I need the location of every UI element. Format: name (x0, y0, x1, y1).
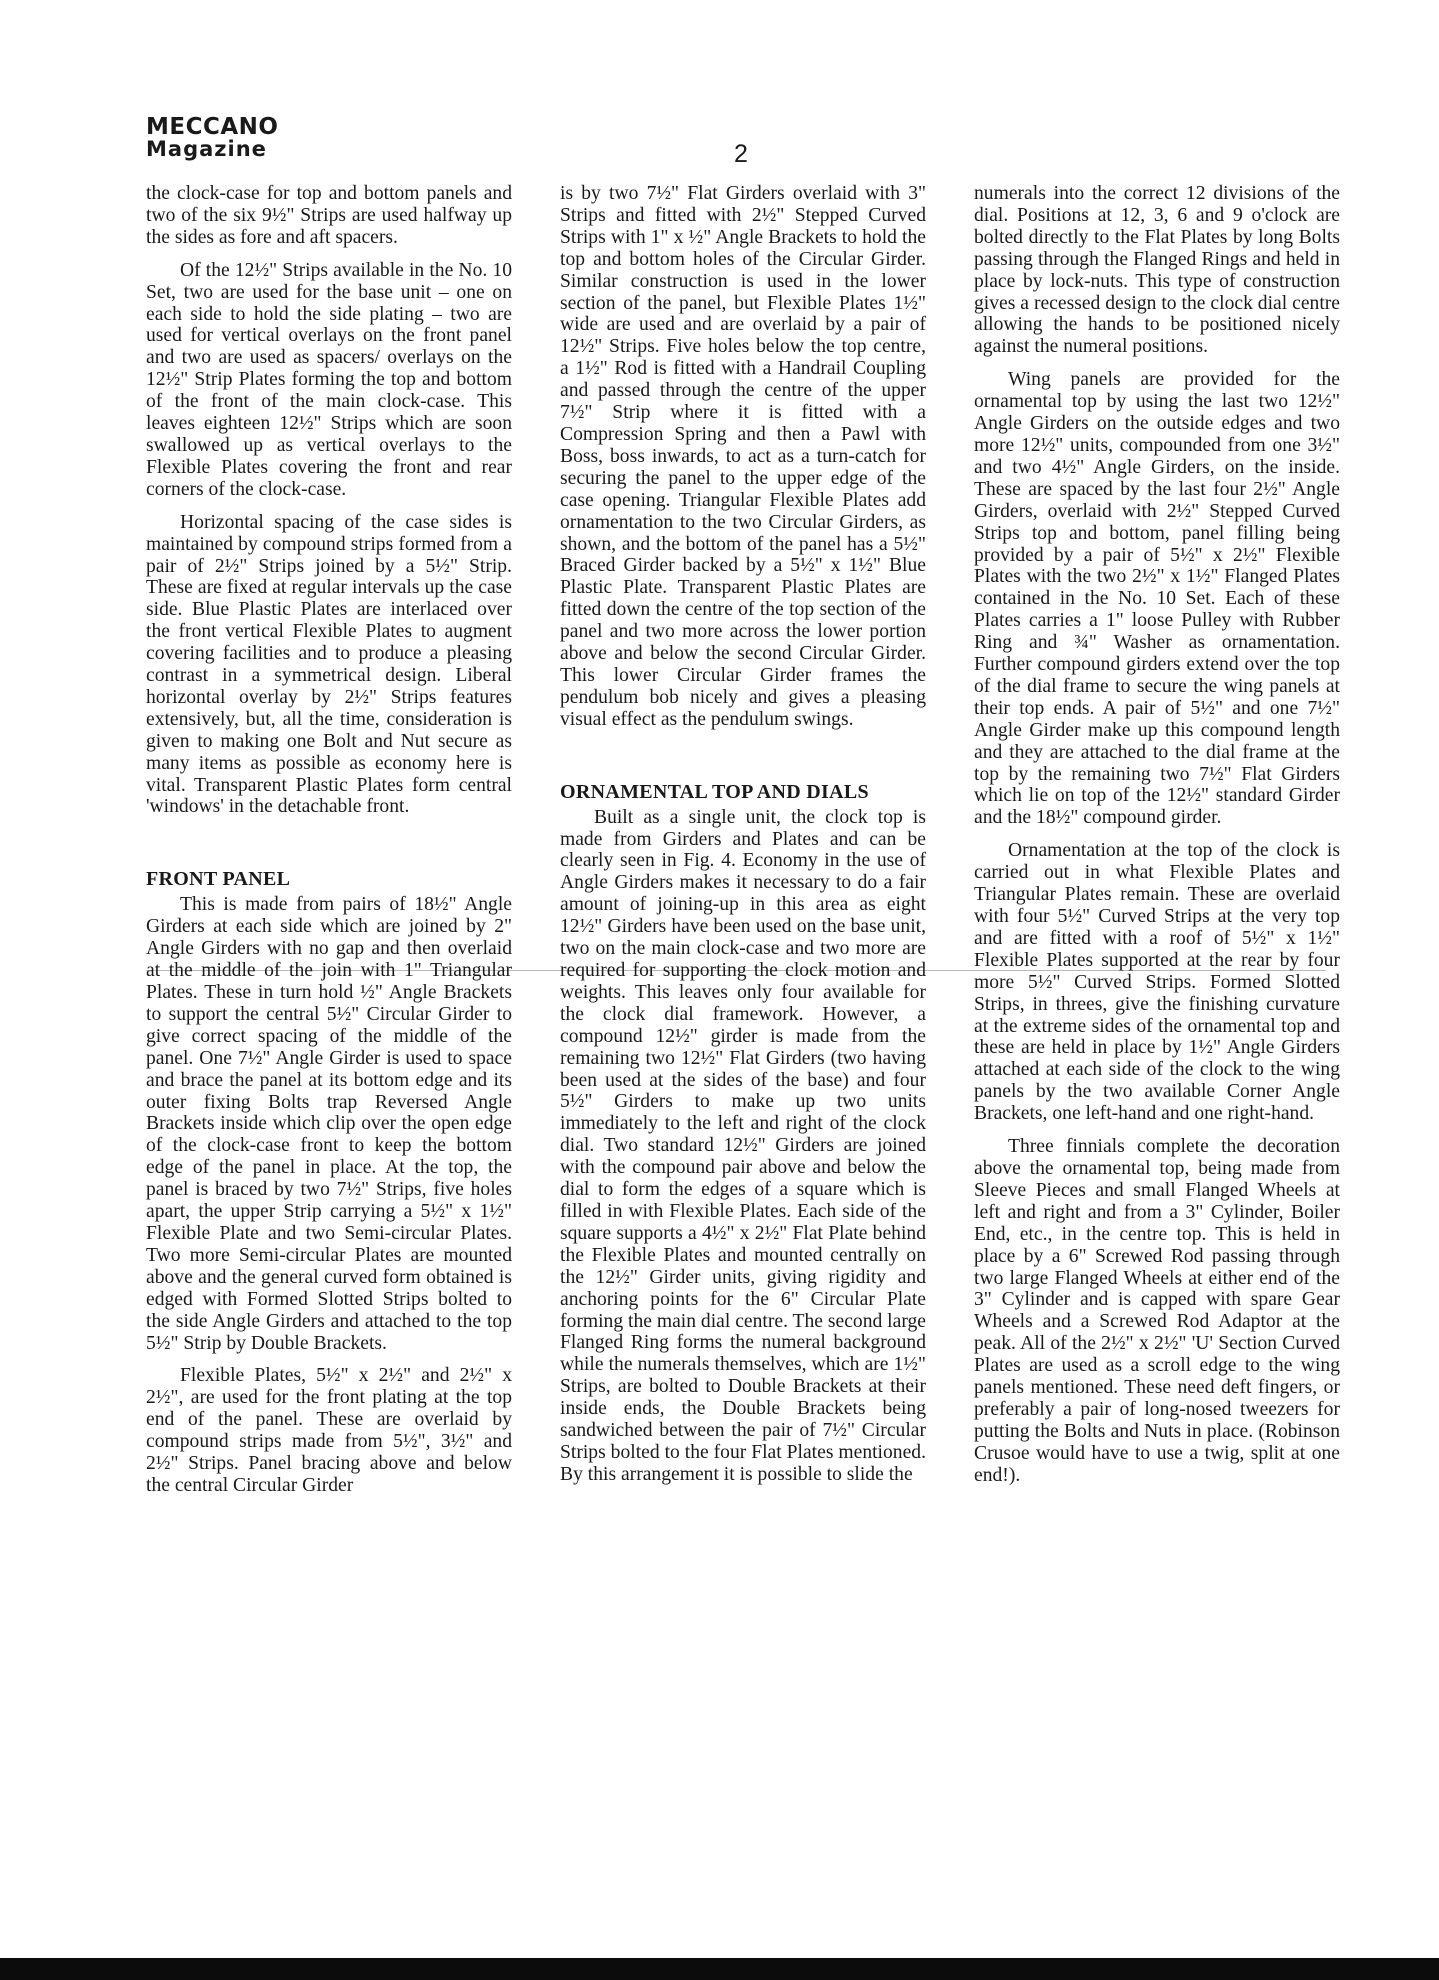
masthead-line-2: Magazine (146, 137, 267, 161)
magazine-masthead (146, 116, 278, 160)
article-paragraph: the clock-case for top and bottom panels and two of the six 9½" Strips are used halfway up the sides as fore and aft spacers. (146, 183, 512, 248)
article-column-3 (974, 183, 1340, 1498)
article-paragraph: Ornamentation at the top of the clock is carried out in what Flexible Plates and Triangular Plates remain. These are overlaid with four 5½" Curved Strips at the very top and are fitted with a roof of 5½" x 1½" Flexible Plates supported at the rear by four more 5½" Curved Strips. Formed Slotted Strips, in threes, give the finishing curvature at the extreme sides of the ornamental top and these are held in place by 1½" Angle Girders attached at each side of the clock to the wing panels by the two available Corner Angle Brackets, one left-hand and one right-hand. (974, 840, 1340, 1125)
article-paragraph: Of the 12½" Strips available in the No. 10 Set, two are used for the base unit – one on each side to hold the side plating – two are used for vertical overlays on the front panel and two are used as spacers/ overlays on the 12½" Strip Plates forming the top and bottom of the front of the main clock-case. This leaves eighteen 12½" Strips which are soon swallowed up as vertical overlays to the Flexible Plates covering the front and rear corners of the clock-case. (146, 259, 512, 500)
article-column-1 (146, 183, 512, 1508)
page-number: 2 (734, 140, 748, 168)
article-paragraph: is by two 7½" Flat Girders overlaid with 3" Strips and fitted with 2½" Stepped Curved Strips with 1" x ½" Angle Brackets to hold the top and bottom holes of the Circular Girder. Similar construction is used in the lower section of the panel, but Flexible Plates 1½" wide are used and are overlaid by a pair of 12½" Strips. Five holes below the top centre, a 1½" Rod is fitted with a Handrail Coupling and passed through the centre of the upper 7½" Strip where it is fitted with a Compression Spring and then a Pawl with Boss, boss inwards, to act as a turn-catch for securing the panel to the upper edge of the case opening. Triangular Flexible Plates add ornamentation to the two Circular Girders, as shown, and the bottom of the panel has a 5½" Braced Girder backed by a 5½" x 1½" Blue Plastic Plate. Transparent Plastic Plates are fitted down the centre of the top section of the panel and two more across the lower portion above and below the second Circular Girder. This lower Circular Girder frames the pendulum bob nicely and gives a pleasing visual effect as the pendulum swings. (560, 183, 926, 730)
article-paragraph: Horizontal spacing of the case sides is maintained by compound strips formed from a pair of 2½" Strips joined by a 5½" Strip. These are fixed at regular intervals up the case side. Blue Plastic Plates are interlaced over the front vertical Flexible Plates to augment covering facilities and to produce a pleasing contrast in a symmetrical design. Liberal horizontal overlay by 2½" Strips features extensively, but, all the time, consideration is given to making one Bolt and Nut secure as many items as possible as economy here is vital. Transparent Plastic Plates form central 'windows' in the detachable front. (146, 511, 512, 818)
article-paragraph: Built as a single unit, the clock top is made from Girders and Plates and can be clearly seen in Fig. 4. Economy in the use of Angle Girders makes it necessary to do a fair amount of joining-up in this area as eight 12½" Girders have been used on the base unit, two on the main clock-case and two more are required for supporting the clock motion and weights. This leaves only four available for the clock dial framework. However, a compound 12½" girder is made from the remaining two 12½" Flat Girders (two having been used at the sides of the base) and four 5½" Girders to make up two units immediately to the left and right of the clock dial. Two standard 12½" Girders are joined with the compound pair above and below the dial to form the edges of a square which is filled in with Flexible Plates. Each side of the square supports a 4½" x 2½" Flat Plate behind the Flexible Plates and mounted centrally on the 12½" Girder units, giving rigidity and anchoring points for the 6" Circular Plate forming the main dial centre. The second large Flanged Ring forms the numeral background while the numerals themselves, which are 1½" Strips, are bolted to Double Brackets at their inside ends, the Double Brackets being sandwiched between the pair of 7½" Circular Strips bolted to the four Flat Plates mentioned. By this arrangement it is possible to slide the (560, 806, 926, 1485)
section-heading: ORNAMENTAL TOP AND DIALS (560, 780, 869, 803)
section-heading: FRONT PANEL (146, 868, 291, 891)
article-paragraph: numerals into the correct 12 divisions of the dial. Positions at 12, 3, 6 and 9 o'clock are bolted directly to the Flat Plates by long Bolts passing through the Flanged Rings and held in place by lock-nuts. This type of construction gives a recessed design to the clock dial centre allowing the hands to be positioned nicely against the numeral positions. (974, 183, 1340, 358)
scan-edge-band (0, 1958, 1439, 1980)
article-column-2 (560, 183, 926, 1497)
article-paragraph: This is made from pairs of 18½" Angle Girders at each side which are joined by 2" Angle Girders with no gap and then overlaid at the middle of the join with 1" Triangular Plates. These in turn hold ½" Angle Brackets to support the central 5½" Circular Girder to give correct spacing of the middle of the panel. One 7½" Angle Girder is used to space and brace the panel at its bottom edge and its outer fixing Bolts trap Reversed Angle Brackets inside which clip over the open edge of the clock-case front to keep the bottom edge of the panel in place. At the top, the panel is braced by two 7½" Strips, five holes apart, the upper Strip carrying a 5½" x 1½" Flexible Plate and two Semi-circular Plates. Two more Semi-circular Plates are mounted above and the general curved form obtained is edged with Formed Slotted Strips bolted to the side Angle Girders and attached to the top 5½" Strip by Double Brackets. (146, 894, 512, 1354)
article-paragraph: Flexible Plates, 5½" x 2½" and 2½" x 2½", are used for the front plating at the top end of the panel. These are overlaid by compound strips made from 5½", 3½" and 2½" Strips. Panel bracing above and below the central Circular Girder (146, 1365, 512, 1496)
article-paragraph: Three finnials complete the decoration above the ornamental top, being made from Sleeve Pieces and small Flanged Wheels at left and right and from a 3" Cylinder, Boiler End, etc., in the centre top. This is held in place by a 6" Screwed Rod passing through two large Flanged Wheels at either end of the 3" Cylinder and is capped with spare Gear Wheels and a Screwed Rod Adaptor at the peak. All of the 2½" x 2½" 'U' Section Curved Plates are used as a scroll edge to the wing panels mentioned. These need deft fingers, or preferably a pair of long-nosed tweezers for putting the Bolts and Nuts in place. (Robinson Crusoe would have to use a twig, split at one end!). (974, 1136, 1340, 1486)
masthead-line-1: MECCANO (146, 114, 279, 140)
article-paragraph: Wing panels are provided for the ornamental top by using the last two 12½" Angle Girders on the outside edges and two more 12½" units, compounded from one 3½" and two 4½" Angle Girders, on the inside. These are spaced by the last four 2½" Angle Girders, overlaid with 2½" Stepped Curved Strips top and bottom, panel filling being provided by a pair of 5½" x 2½" Flexible Plates with the two 2½" x 1½" Flanged Plates contained in the No. 10 Set. Each of these Plates carries a 1" loose Pulley with Rubber Ring and ¾" Washer as ornamentation. Further compound girders extend over the top of the dial frame to secure the wing panels at their top ends. A pair of 5½" and one 7½" Angle Girder make up this compound length and they are attached to the dial frame at the top by the remaining two 7½" Flat Girders which lie on top of the 12½" standard Girder and the 18½" compound girder. (974, 369, 1340, 829)
